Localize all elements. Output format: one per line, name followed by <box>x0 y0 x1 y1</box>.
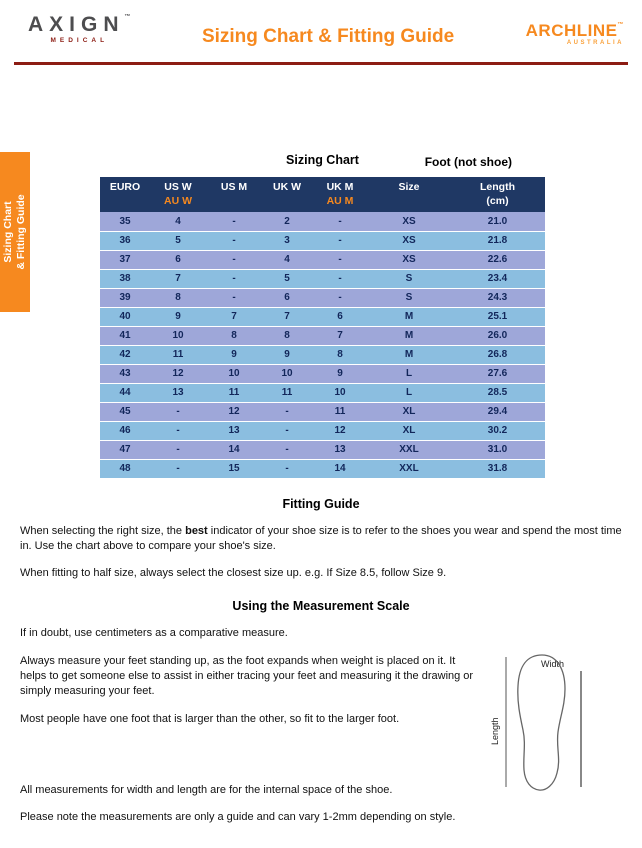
length-label: Length <box>490 717 500 746</box>
cell-length: 31.0 <box>450 440 545 459</box>
col-au-w-line2: AU W <box>164 194 192 207</box>
cell-us-w: 4 <box>150 212 206 231</box>
cell-us-w: 5 <box>150 231 206 250</box>
axign-trademark: ™ <box>124 14 131 20</box>
cell-uk-m: 14 <box>312 459 368 478</box>
cell-us-m: - <box>206 212 262 231</box>
chart-title-row <box>0 153 642 171</box>
cell-uk-w: - <box>262 402 312 421</box>
sizing-chart-title: Sizing Chart <box>286 153 359 167</box>
cell-uk-w: 8 <box>262 326 312 345</box>
cell-us-w: - <box>150 421 206 440</box>
cell-uk-m: 13 <box>312 440 368 459</box>
cell-size: XS <box>368 250 450 269</box>
page-title: Sizing Chart & Fitting Guide <box>201 26 455 47</box>
cell-uk-w: - <box>262 421 312 440</box>
col-length-line1: Length <box>480 181 515 193</box>
cell-uk-m: - <box>312 288 368 307</box>
measurement-paragraph-5: Please note the measurements are only a guide and can vary 1-2mm depending on style. <box>20 811 456 824</box>
cell-euro: 38 <box>100 269 150 288</box>
header-divider <box>14 62 628 65</box>
archline-logo <box>526 22 624 46</box>
archline-name: ARCHLINE <box>525 21 618 40</box>
cell-us-m: - <box>206 231 262 250</box>
p1-pre: When selecting the right size, the <box>20 524 186 537</box>
cell-uk-w: 5 <box>262 269 312 288</box>
col-length <box>450 177 545 212</box>
cell-size: M <box>368 307 450 326</box>
cell-uk-w: 3 <box>262 231 312 250</box>
col-uk-w: UK W <box>262 177 312 212</box>
cell-us-w: 8 <box>150 288 206 307</box>
cell-us-w: 6 <box>150 250 206 269</box>
cell-euro: 42 <box>100 345 150 364</box>
cell-euro: 37 <box>100 250 150 269</box>
cell-uk-w: 6 <box>262 288 312 307</box>
cell-us-m: 7 <box>206 307 262 326</box>
cell-length: 27.6 <box>450 364 545 383</box>
col-us-m: US M <box>206 177 262 212</box>
table-row <box>100 459 545 478</box>
cell-size: S <box>368 288 450 307</box>
cell-size: XXL <box>368 459 450 478</box>
cell-euro: 46 <box>100 421 150 440</box>
table-row <box>100 345 545 364</box>
cell-length: 24.3 <box>450 288 545 307</box>
cell-uk-w: 10 <box>262 364 312 383</box>
measurement-paragraph-3: Most people have one foot that is larger than the other, so fit to the larger foot. <box>20 712 400 725</box>
page-header <box>0 0 642 58</box>
cell-uk-m: - <box>312 269 368 288</box>
cell-uk-m: 10 <box>312 383 368 402</box>
cell-length: 26.8 <box>450 345 545 364</box>
cell-size: M <box>368 345 450 364</box>
cell-length: 23.4 <box>450 269 545 288</box>
foot-outline <box>518 655 565 790</box>
table-row <box>100 421 545 440</box>
cell-uk-w: - <box>262 459 312 478</box>
cell-size: XXL <box>368 440 450 459</box>
cell-euro: 48 <box>100 459 150 478</box>
side-tab-line1: Sizing Chart <box>1 201 14 263</box>
measurement-scale-body <box>0 626 642 825</box>
width-label: Width <box>541 659 565 670</box>
cell-us-w: - <box>150 402 206 421</box>
measurement-paragraph-1: If in doubt, use centimeters as a comparative measure. <box>20 627 288 640</box>
cell-uk-m: - <box>312 250 368 269</box>
cell-euro: 41 <box>100 326 150 345</box>
measurement-paragraph-4: All measurements for width and length are for the internal space of the shoe. <box>20 783 393 796</box>
sizing-table-header <box>100 177 545 212</box>
col-au-m-line2: AU M <box>326 194 354 207</box>
cell-length: 22.6 <box>450 250 545 269</box>
cell-euro: 45 <box>100 402 150 421</box>
cell-us-m: 8 <box>206 326 262 345</box>
cell-euro: 39 <box>100 288 150 307</box>
cell-us-w: - <box>150 440 206 459</box>
side-tab-label <box>2 152 28 312</box>
col-length-line2: (cm) <box>486 194 509 207</box>
cell-us-m: - <box>206 288 262 307</box>
cell-uk-m: 12 <box>312 421 368 440</box>
fitting-guide-paragraph-2: When fitting to half size, always select the closest size up. e.g. If Size 8.5, follow Size 9. <box>20 567 447 580</box>
cell-uk-w: 2 <box>262 212 312 231</box>
archline-subtitle: AUSTRALIA <box>566 40 624 46</box>
cell-us-m: 9 <box>206 345 262 364</box>
foot-not-shoe-note: Foot (not shoe) <box>424 155 512 169</box>
cell-size: M <box>368 326 450 345</box>
cell-uk-m: 8 <box>312 345 368 364</box>
axign-logo-text <box>28 14 131 35</box>
sizing-chart-table <box>100 177 545 479</box>
cell-length: 29.4 <box>450 402 545 421</box>
cell-us-w: 7 <box>150 269 206 288</box>
col-size: Size <box>368 177 450 212</box>
cell-length: 21.0 <box>450 212 545 231</box>
cell-size: XS <box>368 212 450 231</box>
table-row <box>100 440 545 459</box>
p1-bold: best <box>185 524 208 537</box>
cell-length: 26.0 <box>450 326 545 345</box>
cell-us-m: 11 <box>206 383 262 402</box>
archline-trademark: ™ <box>617 22 624 28</box>
table-row <box>100 307 545 326</box>
cell-euro: 36 <box>100 231 150 250</box>
cell-us-m: - <box>206 250 262 269</box>
cell-uk-w: 11 <box>262 383 312 402</box>
cell-us-w: 13 <box>150 383 206 402</box>
archline-logo-text <box>526 22 624 39</box>
axign-logo <box>28 14 131 44</box>
cell-us-m: 10 <box>206 364 262 383</box>
cell-euro: 47 <box>100 440 150 459</box>
fitting-guide-paragraph-1 <box>20 524 622 554</box>
cell-euro: 43 <box>100 364 150 383</box>
cell-us-w: 9 <box>150 307 206 326</box>
measurement-scale-heading: Using the Measurement Scale <box>232 599 410 614</box>
cell-us-m: 14 <box>206 440 262 459</box>
axign-name: AXIGN <box>28 13 125 36</box>
fitting-guide-heading: Fitting Guide <box>282 496 360 511</box>
cell-length: 30.2 <box>450 421 545 440</box>
foot-measurement-diagram <box>489 645 594 793</box>
cell-size: L <box>368 383 450 402</box>
cell-us-m: 15 <box>206 459 262 478</box>
table-row <box>100 231 545 250</box>
table-row <box>100 250 545 269</box>
cell-euro: 35 <box>100 212 150 231</box>
col-uk-m <box>312 177 368 212</box>
cell-size: L <box>368 364 450 383</box>
cell-us-m: - <box>206 269 262 288</box>
cell-uk-m: 6 <box>312 307 368 326</box>
cell-size: XL <box>368 402 450 421</box>
cell-euro: 44 <box>100 383 150 402</box>
table-row <box>100 383 545 402</box>
cell-length: 31.8 <box>450 459 545 478</box>
cell-uk-m: - <box>312 212 368 231</box>
side-tab-line2: & Fitting Guide <box>15 194 27 270</box>
cell-us-w: 12 <box>150 364 206 383</box>
cell-uk-m: 11 <box>312 402 368 421</box>
table-row <box>100 326 545 345</box>
table-row <box>100 364 545 383</box>
axign-subtitle: MEDICAL <box>50 37 109 44</box>
table-row <box>100 402 545 421</box>
cell-uk-w: - <box>262 440 312 459</box>
p1-post: indicator of your shoe size is to refer to the shoes you wear and spend the most time in. Use the chart above to compare your shoe's size. <box>20 524 622 552</box>
cell-length: 25.1 <box>450 307 545 326</box>
cell-uk-w: 7 <box>262 307 312 326</box>
cell-us-w: 11 <box>150 345 206 364</box>
col-us-w <box>150 177 206 212</box>
cell-us-w: - <box>150 459 206 478</box>
cell-size: XS <box>368 231 450 250</box>
header-row <box>100 177 545 212</box>
cell-size: XL <box>368 421 450 440</box>
cell-uk-w: 4 <box>262 250 312 269</box>
measurement-paragraph-2: Always measure your feet standing up, as the foot expands when weight is placed on it. It helps to get someone else to assist in either tracing your feet and measuring it the drawing or simply measuring your feet. <box>20 655 474 697</box>
col-euro: EURO <box>100 177 150 212</box>
side-tab <box>0 152 30 312</box>
table-row <box>100 212 545 231</box>
cell-length: 28.5 <box>450 383 545 402</box>
cell-uk-m: 7 <box>312 326 368 345</box>
sizing-table-body <box>100 212 545 478</box>
cell-uk-w: 9 <box>262 345 312 364</box>
cell-length: 21.8 <box>450 231 545 250</box>
table-row <box>100 288 545 307</box>
cell-uk-m: - <box>312 231 368 250</box>
fitting-guide-body <box>0 524 642 582</box>
cell-uk-m: 9 <box>312 364 368 383</box>
foot-outline-svg <box>489 645 594 793</box>
cell-euro: 40 <box>100 307 150 326</box>
cell-size: S <box>368 269 450 288</box>
cell-us-w: 10 <box>150 326 206 345</box>
col-us-w-line1: US W <box>164 181 192 193</box>
col-uk-m-line1: UK M <box>326 181 354 193</box>
cell-us-m: 12 <box>206 402 262 421</box>
table-row <box>100 269 545 288</box>
cell-us-m: 13 <box>206 421 262 440</box>
